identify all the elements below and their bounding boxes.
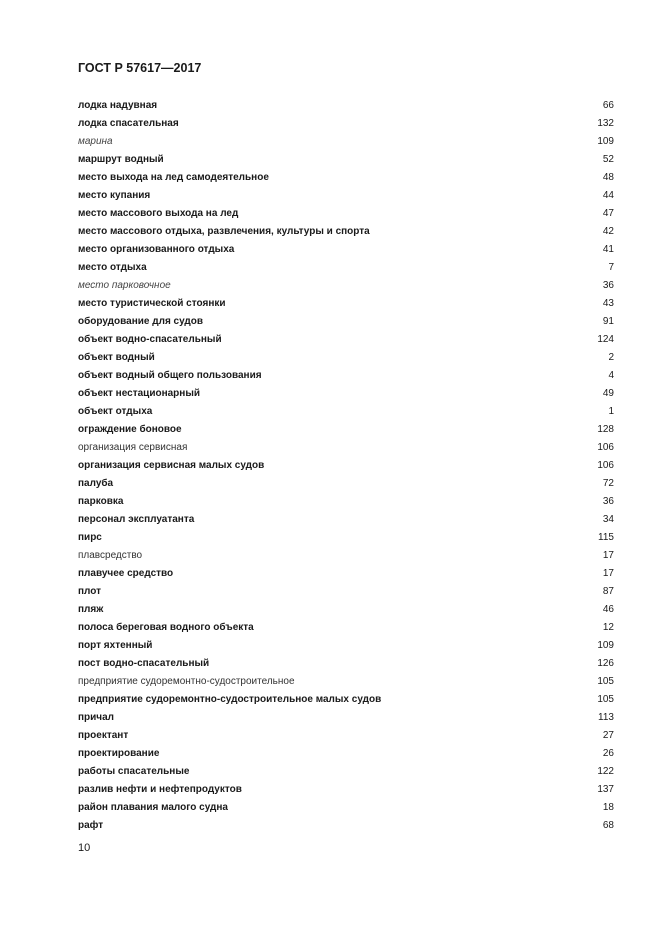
index-entry: [78, 132, 614, 150]
index-page-ref: 7: [608, 261, 614, 273]
index-entry: [78, 510, 614, 528]
index-term: парковка: [78, 495, 124, 507]
index-page-ref: 128: [597, 423, 614, 435]
index-entry: [78, 240, 614, 258]
index-term: лодка спасательная: [78, 117, 179, 129]
index-term: место отдыха: [78, 261, 147, 273]
index-term: рафт: [78, 819, 104, 831]
index-page-ref: 47: [602, 207, 614, 219]
index-page-ref: 122: [597, 765, 614, 777]
index-term: плот: [78, 585, 102, 597]
index-entry: [78, 744, 614, 762]
index-page-ref: 66: [602, 99, 614, 111]
index-entry: [78, 348, 614, 366]
index-entry: [78, 402, 614, 420]
index-page-ref: 18: [602, 801, 614, 813]
index-page-ref: 91: [602, 315, 614, 327]
index-page-ref: 4: [608, 369, 614, 381]
index-page-ref: 12: [602, 621, 614, 633]
index-entry: [78, 384, 614, 402]
index-term: ограждение боновое: [78, 423, 182, 435]
index-page-ref: 105: [597, 693, 614, 705]
index-entry: [78, 690, 614, 708]
index-term: порт яхтенный: [78, 639, 153, 651]
index-term: плавучее средство: [78, 567, 174, 579]
index-page-ref: 52: [602, 153, 614, 165]
index-entry: [78, 420, 614, 438]
index-term: маршрут водный: [78, 153, 164, 165]
index-page-ref: 26: [602, 747, 614, 759]
index-term: пляж: [78, 603, 104, 615]
index-term: проектант: [78, 729, 129, 741]
index-entry: [78, 312, 614, 330]
index-term: объект водно-спасательный: [78, 333, 222, 345]
index-term: место парковочное: [78, 279, 171, 291]
index-term: организация сервисная: [78, 441, 188, 453]
index-page-ref: 36: [602, 495, 614, 507]
index-page-ref: 41: [602, 243, 614, 255]
index-term: место купания: [78, 189, 151, 201]
index-term: работы спасательные: [78, 765, 190, 777]
index-term: место туристической стоянки: [78, 297, 226, 309]
index-entry: [78, 204, 614, 222]
index-page-ref: 106: [597, 441, 614, 453]
index-page-ref: 132: [597, 117, 614, 129]
index-term: место выхода на лед самодеятельное: [78, 171, 269, 183]
index-page-ref: 46: [602, 603, 614, 615]
index-entry: [78, 366, 614, 384]
index-entry: [78, 186, 614, 204]
index-entry: [78, 438, 614, 456]
index-page-ref: 1: [608, 405, 614, 417]
index-entry: [78, 618, 614, 636]
index-entry: [78, 456, 614, 474]
index-page-ref: 126: [597, 657, 614, 669]
index-entry: [78, 474, 614, 492]
index-entry: [78, 330, 614, 348]
index-term: разлив нефти и нефтепродуктов: [78, 783, 242, 795]
index-term: объект водный общего пользования: [78, 369, 262, 381]
index-page-ref: 36: [602, 279, 614, 291]
index-term: персонал эксплуатанта: [78, 513, 195, 525]
index-entry: [78, 672, 614, 690]
index-entry: [78, 294, 614, 312]
index-page-ref: 109: [597, 135, 614, 147]
index-term: объект отдыха: [78, 405, 153, 417]
index-entry: [78, 798, 614, 816]
index-term: полоса береговая водного объекта: [78, 621, 254, 633]
index-entry: [78, 528, 614, 546]
index-term: место организованного отдыха: [78, 243, 235, 255]
index-page-ref: 49: [602, 387, 614, 399]
index-entry: [78, 168, 614, 186]
index-term: причал: [78, 711, 115, 723]
index-entry: [78, 708, 614, 726]
index-entry: [78, 582, 614, 600]
index-page-ref: 105: [597, 675, 614, 687]
index-entry: [78, 780, 614, 798]
index-entry: [78, 726, 614, 744]
index-entry: [78, 564, 614, 582]
index-page-ref: 72: [602, 477, 614, 489]
index-page-ref: 68: [602, 819, 614, 831]
index-page-ref: 124: [597, 333, 614, 345]
page-number: 10: [78, 842, 91, 854]
index-entry: [78, 492, 614, 510]
index-entry: [78, 816, 614, 834]
index-page-ref: 17: [602, 567, 614, 579]
index-page-ref: 106: [597, 459, 614, 471]
index-entry: [78, 762, 614, 780]
index-term: лодка надувная: [78, 99, 158, 111]
index-term: марина: [78, 135, 113, 147]
index-term: плавсредство: [78, 549, 143, 561]
index-page-ref: 2: [608, 351, 614, 363]
index-entry: [78, 276, 614, 294]
index-term: объект нестационарный: [78, 387, 201, 399]
index-term: район плавания малого судна: [78, 801, 228, 813]
index-entry: [78, 150, 614, 168]
index-page-ref: 27: [602, 729, 614, 741]
term-index-list: [78, 96, 614, 834]
index-entry: [78, 222, 614, 240]
index-page-ref: 48: [602, 171, 614, 183]
index-term: пост водно-спасательный: [78, 657, 210, 669]
index-term: место массового выхода на лед: [78, 207, 239, 219]
index-entry: [78, 258, 614, 276]
index-term: предприятие судоремонтно-судостроительное: [78, 675, 295, 687]
index-term: проектирование: [78, 747, 160, 759]
index-entry: [78, 600, 614, 618]
document-header: ГОСТ Р 57617—2017: [78, 61, 202, 75]
index-entry: [78, 546, 614, 564]
index-term: палуба: [78, 477, 114, 489]
index-term: предприятие судоремонтно-судостроительное малых судов: [78, 693, 382, 705]
index-page-ref: 137: [597, 783, 614, 795]
index-entry: [78, 96, 614, 114]
index-page-ref: 115: [598, 531, 614, 543]
index-entry: [78, 114, 614, 132]
index-term: оборудование для судов: [78, 315, 204, 327]
index-page-ref: 34: [602, 513, 614, 525]
index-page-ref: 87: [602, 585, 614, 597]
index-term: место массового отдыха, развлечения, культуры и спорта: [78, 225, 370, 237]
index-page-ref: 109: [597, 639, 614, 651]
index-page-ref: 44: [602, 189, 614, 201]
index-term: объект водный: [78, 351, 155, 363]
index-page-ref: 42: [602, 225, 614, 237]
index-page-ref: 17: [602, 549, 614, 561]
index-page-ref: 113: [598, 711, 614, 723]
index-term: пирс: [78, 531, 102, 543]
index-term: организация сервисная малых судов: [78, 459, 265, 471]
index-entry: [78, 654, 614, 672]
index-entry: [78, 636, 614, 654]
index-page-ref: 43: [602, 297, 614, 309]
